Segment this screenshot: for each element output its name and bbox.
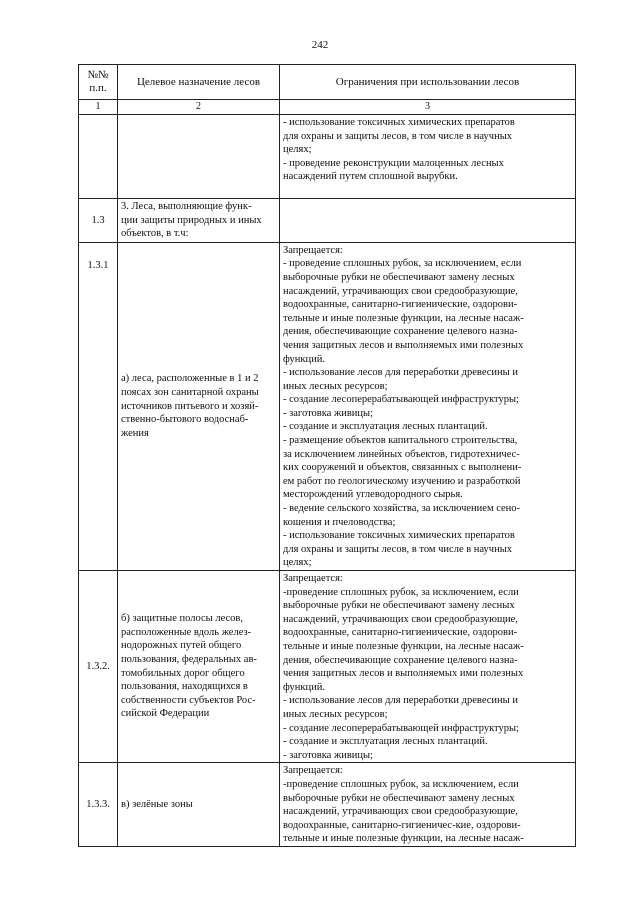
column-number: 2	[118, 100, 280, 115]
restriction-line: для охраны и защиты лесов, в том числе в научных	[283, 130, 513, 142]
restriction-line: тельные и иные полезные функции, на лесные насаж-	[283, 640, 524, 652]
table-row	[79, 198, 576, 242]
restriction-line: - ведение сельского хозяйства, за исключением сено-	[283, 503, 521, 515]
purpose-line: поясах зон санитарной охраны	[121, 386, 259, 398]
purpose-line: томобильных дорог общего	[121, 667, 245, 679]
restriction-line: Запрещается:	[283, 244, 343, 256]
restriction-line: - использование токсичных химических препаратов	[283, 117, 515, 128]
purpose-line: пользования, федеральных ав-	[121, 654, 257, 666]
column-number: 3	[280, 100, 576, 115]
purpose-line: б) защитные полосы лесов,	[121, 613, 244, 625]
restriction-line: целях;	[283, 557, 312, 569]
restriction-line: ем работ по геологическому изучению и разработкой	[283, 475, 521, 487]
restriction-line: - использование лесов для переработки древесины и	[283, 367, 518, 379]
purpose-cell	[118, 115, 280, 199]
restriction-line: -проведение сплошных рубок, за исключением, если	[283, 778, 519, 790]
restriction-line: - использование токсичных химических препаратов	[283, 530, 515, 542]
restriction-line: - создание лесоперерабатывающей инфраструктуры;	[283, 722, 519, 734]
header-restrictions: Ограничения при использовании лесов	[280, 65, 576, 100]
purpose-cell	[118, 242, 280, 570]
purpose-line: нодорожных путей общего	[121, 640, 242, 652]
purpose-cell	[118, 763, 280, 847]
restriction-line: выборочные рубки не обеспечивают замену лесных	[283, 792, 515, 804]
table-row	[79, 763, 576, 847]
restriction-line: -проведение сплошных рубок, за исключением, если	[283, 586, 519, 598]
header-purpose: Целевое назначение лесов	[118, 65, 280, 100]
row-number: 1.3.1	[79, 242, 118, 570]
restriction-line: тельные и иные полезные функции, на лесные насаж-	[283, 833, 524, 845]
restrictions-cell	[280, 198, 576, 242]
row-number: 1.3	[79, 198, 118, 242]
purpose-line: в) зелёные зоны	[121, 798, 193, 810]
purpose-line: а) леса, расположенные в 1 и 2	[121, 373, 259, 385]
row-number: 1.3.3.	[79, 763, 118, 847]
restriction-line: - создание и эксплуатация лесных плантаций.	[283, 421, 488, 433]
restriction-line: выборочные рубки не обеспечивают замену лесных	[283, 600, 515, 612]
purpose-cell	[118, 571, 280, 763]
table-row	[79, 242, 576, 570]
restriction-line: за исключением линейных объектов, гидротехничес-	[283, 448, 520, 460]
row-number: 1.3.2.	[79, 571, 118, 763]
restriction-line: водоохранные, санитарно-гигиенические, оздорови-	[283, 299, 518, 311]
header-num	[79, 65, 118, 100]
restriction-line: месторождений углеводородного сырья.	[283, 489, 463, 501]
restriction-line: - заготовка живицы;	[283, 407, 374, 419]
restriction-line: чения защитных лесов и выполняемых ими полезных	[283, 668, 524, 680]
forest-restrictions-table	[78, 64, 576, 847]
restriction-line: - проведение реконструкции малоценных лесных	[283, 157, 504, 169]
purpose-line: источников питьевого и хозяй-	[121, 400, 259, 412]
restriction-line: - использование лесов для переработки древесины и	[283, 695, 518, 707]
restriction-line: кошения и пчеловодства;	[283, 516, 396, 528]
restriction-line: иных лесных ресурсов;	[283, 380, 388, 392]
table-row	[79, 115, 576, 199]
restriction-line: насаждений путем сплошной вырубки.	[283, 171, 458, 183]
restriction-line: тельные и иные полезные функции, на лесные насаж-	[283, 312, 524, 324]
restriction-line: насаждений, утрачивающих свои средообразующие,	[283, 285, 518, 297]
restriction-line: ких сооружений и объектов, связанных с выполнени-	[283, 462, 522, 474]
purpose-line: пользования, находящихся в	[121, 681, 248, 693]
table-row	[79, 571, 576, 763]
restriction-line: - создание и эксплуатация лесных плантаций.	[283, 736, 488, 748]
restrictions-cell	[280, 115, 576, 199]
purpose-cell	[118, 198, 280, 242]
restriction-line: - проведение сплошных рубок, за исключением, если	[283, 258, 522, 270]
table-header-row	[79, 65, 576, 100]
column-number: 1	[79, 100, 118, 115]
header-num-text: №№ п.п.	[87, 69, 109, 94]
purpose-line: собственности субъектов Рос-	[121, 694, 256, 706]
restriction-line: выборочные рубки не обеспечивают замену лесных	[283, 271, 515, 283]
restrictions-cell	[280, 571, 576, 763]
restriction-line: иных лесных ресурсов;	[283, 708, 388, 720]
restriction-line: Запрещается:	[283, 573, 343, 584]
restriction-line: функций.	[283, 353, 325, 365]
restriction-line: - создание лесоперерабатывающей инфраструктуры;	[283, 394, 519, 406]
restriction-line: целях;	[283, 144, 312, 156]
purpose-line: сийской Федерации	[121, 708, 210, 720]
restriction-line: водоохранные, санитарно-гигиенические, оздорови-	[283, 627, 518, 639]
restriction-line: водоохранные, санитарно-гигиеничес-кие, оздорови-	[283, 819, 521, 831]
purpose-line: ственно-бытового водоснаб-	[121, 414, 249, 426]
restriction-line: - размещение объектов капитального строительства,	[283, 435, 518, 447]
column-number-row	[79, 100, 576, 115]
restriction-line: - заготовка живицы;	[283, 749, 374, 761]
purpose-line: жения	[121, 427, 149, 439]
restriction-line: Запрещается:	[283, 765, 343, 777]
restriction-line: чения защитных лесов и выполняемых ими полезных	[283, 339, 524, 351]
purpose-line: расположенные вдоль желез-	[121, 626, 252, 638]
restriction-line: дения, обеспечивающие сохранение целевого назна-	[283, 654, 518, 666]
restrictions-cell	[280, 763, 576, 847]
purpose-line: 3. Леса, выполняющие функ-	[121, 200, 252, 212]
purpose-line: ции защиты природных и иных	[121, 214, 262, 226]
page-number: 242	[311, 39, 329, 51]
restriction-line: для охраны и защиты лесов, в том числе в научных	[283, 543, 513, 555]
restriction-line: насаждений, утрачивающих свои средообразующие,	[283, 806, 518, 818]
restrictions-cell	[280, 242, 576, 570]
row-number	[79, 115, 118, 199]
restriction-line: дения, обеспечивающие сохранение целевого назна-	[283, 326, 518, 338]
restriction-line: функций.	[283, 681, 325, 693]
purpose-line: объектов, в т.ч:	[121, 228, 189, 240]
restriction-line: насаждений, утрачивающих свои средообразующие,	[283, 613, 518, 625]
